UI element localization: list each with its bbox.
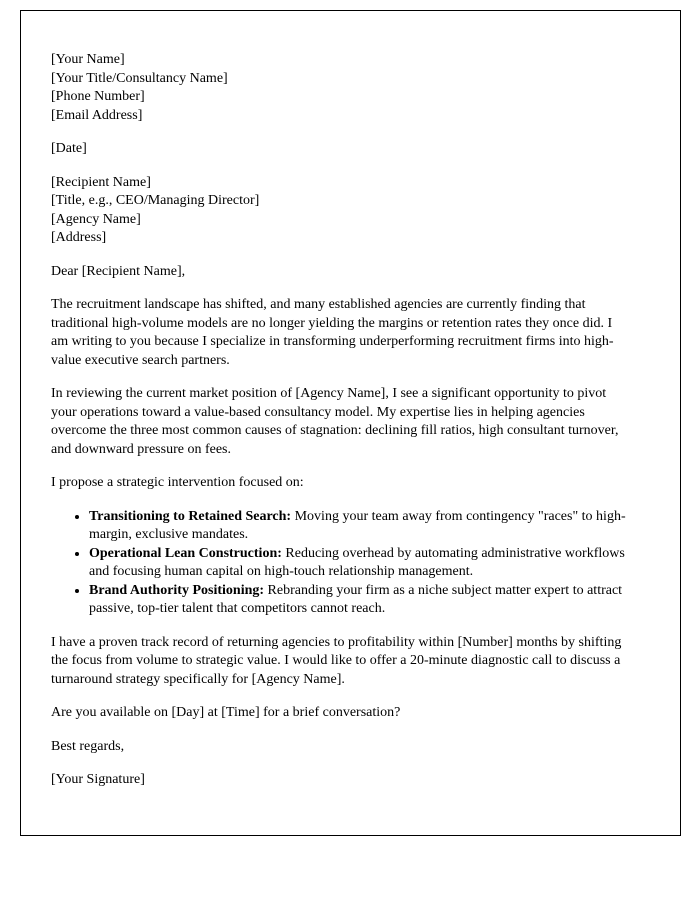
bullet-retained-search — [89, 508, 632, 545]
recipient-address: [Address] — [51, 230, 107, 245]
salutation: Dear [Recipient Name], — [51, 263, 186, 279]
bullet-retained-search-text: Moving your team away from contingency "races" to high-margin, exclusive mandates. — [89, 508, 626, 542]
recipient-block — [51, 174, 632, 248]
bullet-lean-construction-label: Operational Lean Construction: — [89, 545, 282, 561]
closing: Best regards, — [51, 738, 125, 754]
recipient-agency: [Agency Name] — [51, 211, 141, 227]
recipient-name: [Recipient Name] — [51, 174, 151, 190]
letter-document — [20, 10, 681, 836]
sender-title: [Your Title/Consultancy Name] — [51, 70, 228, 86]
signature: [Your Signature] — [51, 772, 145, 787]
sender-email: [Email Address] — [51, 107, 143, 123]
recipient-title: [Title, e.g., CEO/Managing Director] — [51, 193, 260, 208]
date-line: [Date] — [51, 141, 87, 156]
paragraph-track-record: I have a proven track record of returning agencies to profitability within [Number] months by shifting the focus from volume to strategic value. I would like to offer a 20-minute diagnostic call to discuss a turnaround strategy specifically for [Agency Name]. — [51, 634, 622, 687]
paragraph-availability: Are you available on [Day] at [Time] for a brief conversation? — [51, 705, 401, 720]
sender-block — [51, 51, 632, 125]
sender-phone: [Phone Number] — [51, 89, 145, 104]
paragraph-market-shift: The recruitment landscape has shifted, and many established agencies are currently finding that traditional high-volume models are no longer yielding the margins or retention rates they once did. I am writing to you because I specialize in transforming underperforming recruitment firms into high-value executive search partners. — [51, 297, 614, 368]
bullet-lean-construction-text: Reducing overhead by automating administrative workflows and focusing human capital on high-touch relationship management. — [89, 545, 625, 579]
bullet-brand-authority — [89, 582, 632, 619]
bullet-lean-construction — [89, 545, 632, 582]
strategy-bullet-list — [51, 508, 632, 619]
paragraph-proposal-intro: I propose a strategic intervention focused on: — [51, 475, 304, 490]
bullet-retained-search-label: Transitioning to Retained Search: — [89, 508, 292, 524]
sender-name: [Your Name] — [51, 52, 125, 67]
paragraph-opportunity: In reviewing the current market position of [Agency Name], I see a significant opportunity to pivot your operations toward a value-based consultancy model. My expertise lies in helping agencies overcome the three most common causes of stagnation: declining fill ratios, high consultant turnover, and downward pressure on fees. — [51, 386, 619, 457]
bullet-brand-authority-text: Rebranding your firm as a niche subject matter expert to attract passive, top-tier talent that competitors cannot reach. — [89, 582, 623, 616]
bullet-brand-authority-label: Brand Authority Positioning: — [89, 582, 265, 598]
date-block — [51, 140, 632, 159]
